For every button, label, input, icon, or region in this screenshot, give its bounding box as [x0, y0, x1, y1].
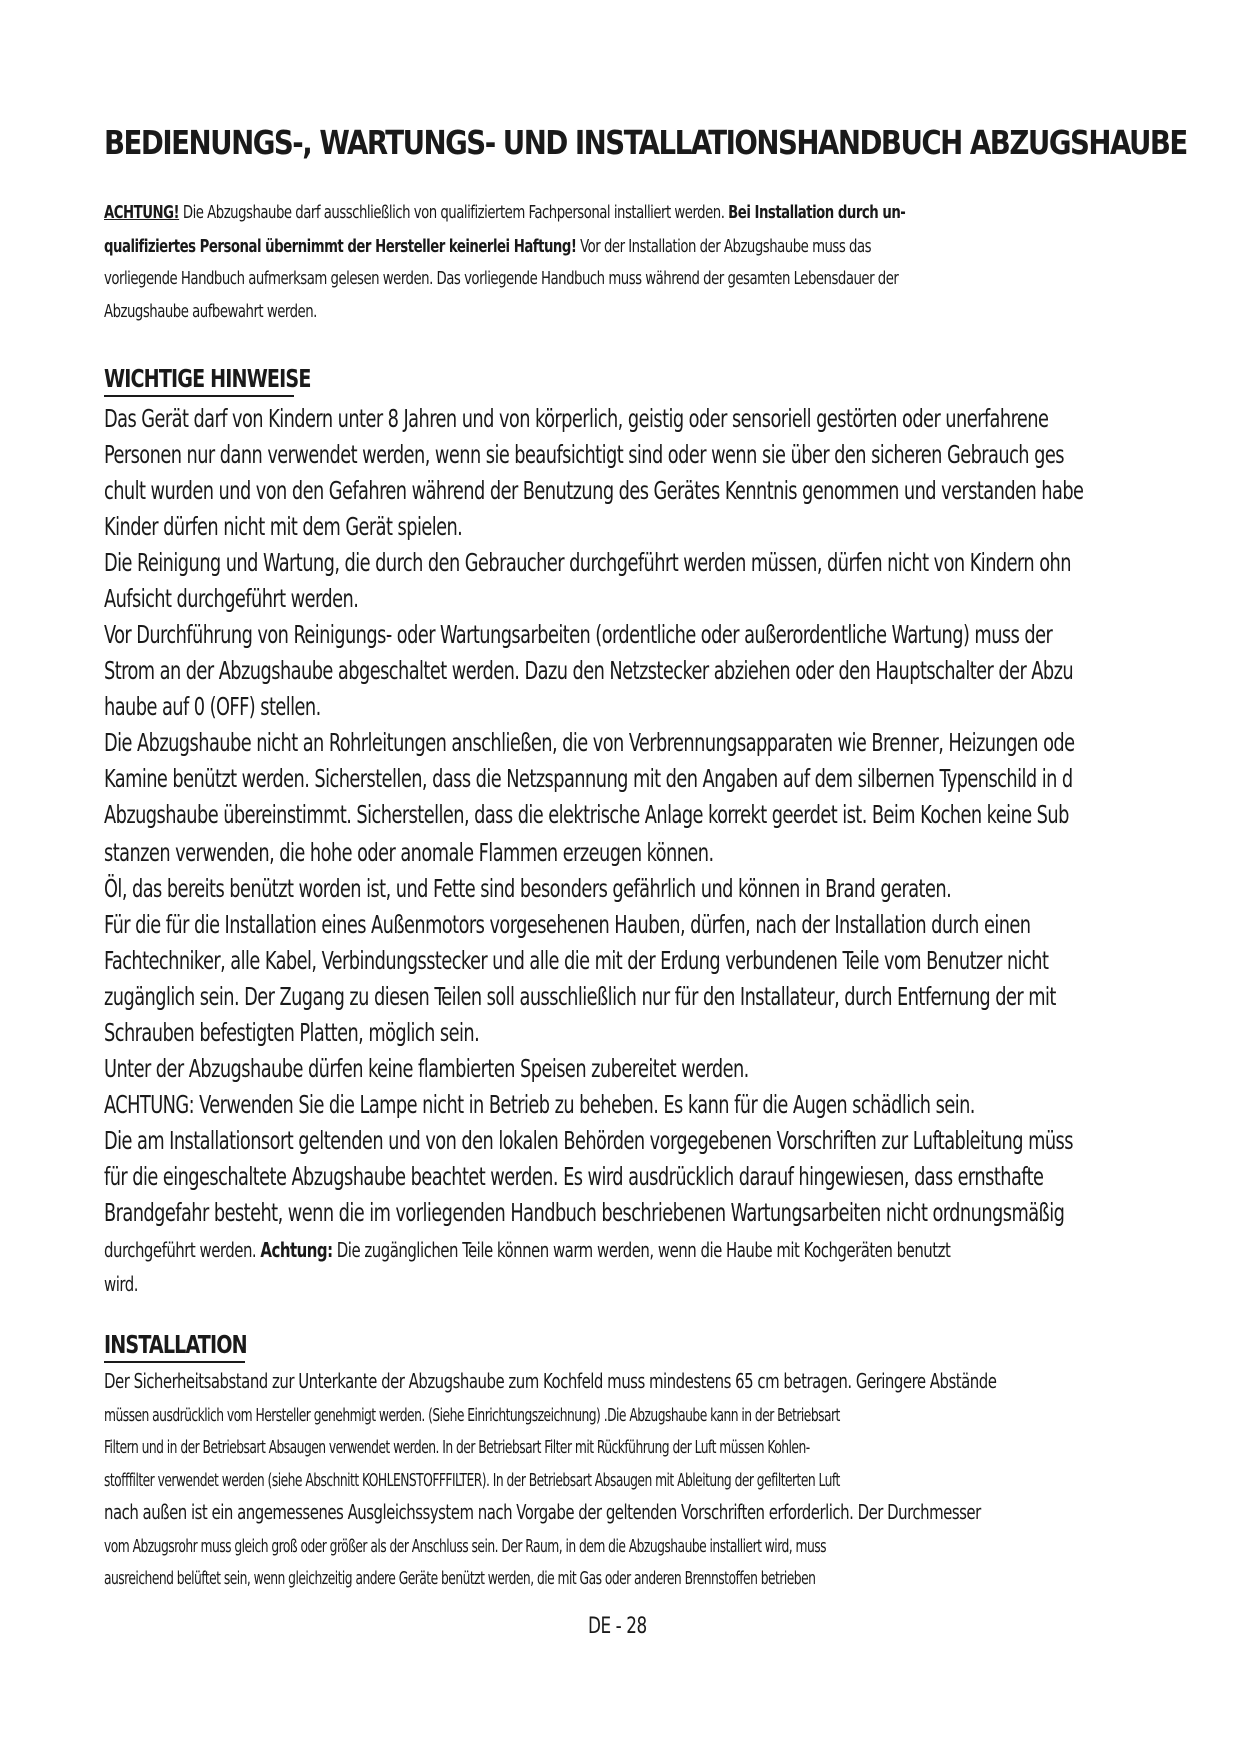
heading-underline: [104, 395, 294, 397]
hinweise-line: Kinder dürfen nicht mit dem Gerät spielen.: [104, 512, 463, 541]
hinweise-line: Die am Installationsort geltenden und von den lokalen Behörden vorgegebenen Vorschriften zur Luftableitung müss: [104, 1126, 1073, 1155]
hinweise-line: Die Abzugshaube nicht an Rohrleitungen anschließen, die von Verbrennungsapparaten wie Brenner, Heizungen ode: [104, 728, 1075, 757]
section-heading-installation: INSTALLATION: [104, 1330, 247, 1359]
hinweise-line: Personen nur dann verwendet werden, wenn sie beaufsichtigt sind oder wenn sie über den sicheren Gebrauch ges: [104, 440, 1064, 469]
hinweise-line: Abzugshaube übereinstimmt. Sicherstellen, dass die elektrische Anlage korrekt geerdet ist. Beim Kochen keine Sub: [104, 800, 1069, 829]
hinweise-line: für die eingeschaltete Abzugshaube beachtet werden. Es wird ausdrücklich darauf hingewiesen, dass ernsthafte: [104, 1162, 1044, 1191]
hinweise-line: Vor Durchführung von Reinigungs- oder Wartungsarbeiten (ordentliche oder außerordentliche Wartung) muss der: [104, 620, 1053, 649]
intro-bold-1: Bei Installation durch un-: [728, 202, 906, 223]
installation-line: ausreichend belüftet sein, wenn gleichzeitig andere Geräte benützt werden, die mit Gas oder anderen Brennstoffen betrieben: [104, 1568, 816, 1589]
hinweise-line: Aufsicht durchgeführt werden.: [104, 584, 359, 613]
section-heading-hinweise: WICHTIGE HINWEISE: [104, 364, 311, 393]
hinweise-line: Das Gerät darf von Kindern unter 8 Jahren und von körperlich, geistig oder sensoriell gestörten oder unerfahrene: [104, 404, 1049, 433]
intro-line-2: [104, 232, 871, 262]
hinweise-line-achtung: [104, 1235, 950, 1265]
installation-line: stofffilter verwendet werden (siehe Abschnitt KOHLENSTOFFFILTER). In der Betriebsart Absaugen mit Ableitung der gefilterten Luft: [104, 1470, 840, 1491]
installation-line: nach außen ist ein angemessenes Ausgleichssystem nach Vorgabe der geltenden Vorschriften erforderlich. Der Durchmesser: [104, 1500, 981, 1524]
hinweise-line: Unter der Abzugshaube dürfen keine flambierten Speisen zubereitet werden.: [104, 1054, 749, 1083]
installation-line: müssen ausdrücklich vom Hersteller genehmigt werden. (Siehe Einrichtungszeichnung) .Die Abzugshaube kann in der Betriebsart: [104, 1405, 840, 1426]
installation-line: Der Sicherheitsabstand zur Unterkante der Abzugshaube zum Kochfeld muss mindestens 65 cm betragen. Geringere Abstände: [104, 1369, 997, 1393]
intro-line-4: Abzugshaube aufbewahrt werden.: [104, 301, 317, 322]
hinweise-last-a: durchgeführt werden.: [104, 1238, 261, 1262]
intro-bold-2: qualifiziertes Personal übernimmt der Hersteller keinerlei Haftung!: [104, 236, 577, 257]
achtung-label: Achtung:: [260, 1238, 333, 1262]
intro-line-1: [104, 198, 905, 228]
intro-text-2: Vor der Installation der Abzugshaube muss das: [576, 236, 872, 257]
hinweise-line: haube auf 0 (OFF) stellen.: [104, 692, 321, 721]
hinweise-line: chult wurden und von den Gefahren während der Benutzung des Gerätes Kenntnis genommen und verstanden habe: [104, 476, 1084, 505]
hinweise-last-b: Die zugänglichen Teile können warm werden, wenn die Haube mit Kochgeräten benutzt: [332, 1238, 951, 1262]
hinweise-line: Strom an der Abzugshaube abgeschaltet werden. Dazu den Netzstecker abziehen oder den Hauptschalter der Abzu: [104, 656, 1074, 685]
hinweise-line: Fachtechniker, alle Kabel, Verbindungsstecker und alle die mit der Erdung verbundenen Teile vom Benutzer nicht: [104, 946, 1049, 975]
installation-line: Filtern und in der Betriebsart Absaugen verwendet werden. In der Betriebsart Filter mit Rückführung der Luft müssen Kohlen-: [104, 1437, 810, 1458]
hinweise-line: Schrauben befestigten Platten, möglich sein.: [104, 1018, 480, 1047]
hinweise-line: zugänglich sein. Der Zugang zu diesen Teilen soll ausschließlich nur für den Installateur, durch Entfernung der mit: [104, 982, 1056, 1011]
hinweise-line: ACHTUNG: Verwenden Sie die Lampe nicht in Betrieb zu beheben. Es kann für die Augen schädlich sein.: [104, 1090, 975, 1119]
page-number: DE - 28: [588, 1614, 647, 1639]
warning-label: ACHTUNG!: [104, 202, 180, 223]
hinweise-line: stanzen verwenden, die hohe oder anomale Flammen erzeugen können.: [104, 838, 714, 867]
hinweise-final-line: wird.: [104, 1272, 138, 1296]
hinweise-line: Die Reinigung und Wartung, die durch den Gebraucher durchgeführt werden müssen, dürfen nicht von Kindern ohn: [104, 548, 1071, 577]
page-title: BEDIENUNGS-, WARTUNGS- UND INSTALLATIONSHANDBUCH ABZUGSHAUBE: [104, 123, 1187, 162]
heading-underline: [104, 1361, 245, 1363]
intro-text-1: Die Abzugshaube darf ausschließlich von qualifiziertem Fachpersonal installiert werden.: [179, 202, 729, 223]
hinweise-line: Für die für die Installation eines Außenmotors vorgesehenen Hauben, dürfen, nach der Installation durch einen: [104, 910, 1031, 939]
hinweise-line: Kamine benützt werden. Sicherstellen, dass die Netzspannung mit den Angaben auf dem silbernen Typenschild in d: [104, 764, 1073, 793]
intro-line-3: vorliegende Handbuch aufmerksam gelesen werden. Das vorliegende Handbuch muss während der gesamten Lebensdauer der: [104, 268, 899, 289]
hinweise-line: Öl, das bereits benützt worden ist, und Fette sind besonders gefährlich und können in Brand geraten.: [104, 874, 952, 903]
hinweise-line: Brandgefahr besteht, wenn die im vorliegenden Handbuch beschriebenen Wartungsarbeiten nicht ordnungsmäßig: [104, 1198, 1065, 1227]
installation-line: vom Abzugsrohr muss gleich groß oder größer als der Anschluss sein. Der Raum, in dem die Abzugshaube installiert wird, muss: [104, 1536, 827, 1557]
